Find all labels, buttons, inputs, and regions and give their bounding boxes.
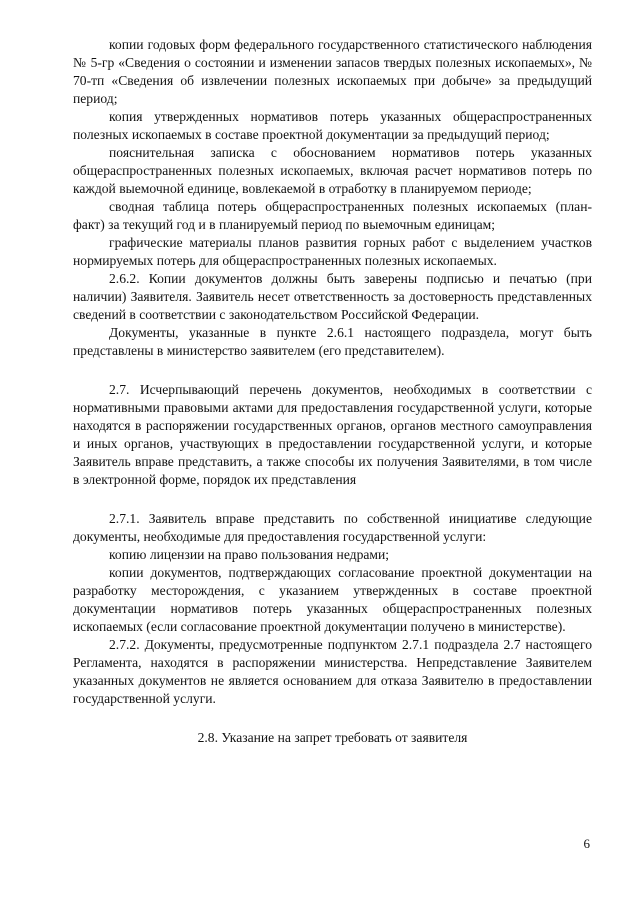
- paragraph-explanatory-note: пояснительная записка с обоснованием нормативов потерь указанных общераспространенных полезных ископаемых, включая расчет нормативов потерь по каждой выемочной единице, вовлекаемой в отработку в планируемом периоде;: [73, 145, 592, 196]
- paragraph-documents-submission: Документы, указанные в пункте 2.6.1 настоящего подраздела, могут быть представлены в министерство заявителем (его представителем).: [73, 325, 592, 358]
- paragraph-license-copy: копию лицензии на право пользования недрами;: [109, 547, 390, 562]
- paragraph-2-7-1: 2.7.1. Заявитель вправе представить по собственной инициативе следующие документы, необходимые для предоставления государственной услуги:: [73, 511, 592, 544]
- paragraph-losses-norms-copy: копия утвержденных нормативов потерь указанных общераспространенных полезных ископаемых в составе проектной документации за предыдущий период;: [73, 109, 592, 142]
- paragraph-approval-documents: копии документов, подтверждающих согласование проектной документации на разработку месторождения, с указанием утвержденных в составе проектной документации нормативов потерь указанных общераспространенных полезных ископаемых (если согласование проектной документации получено в министерстве).: [73, 565, 592, 634]
- document-body: [73, 36, 592, 747]
- section-heading-2-8: 2.8. Указание на запрет требовать от заявителя: [197, 730, 468, 745]
- paragraph-graphic-materials: графические материалы планов развития горных работ с выделением участков нормируемых потерь для общераспространенных полезных ископаемых.: [73, 235, 592, 268]
- page-number: 6: [583, 836, 590, 851]
- paragraph-2-7: 2.7. Исчерпывающий перечень документов, необходимых в соответствии с нормативными правовыми актами для предоставления государственной услуги, которые находятся в распоряжении государственных органов, органов местного самоуправления и иных органов, участвующих в предоставлении государственной услуги, и которые Заявитель вправе представить, а также способы их получения Заявителями, в том числе в электронной форме, порядок их представления: [73, 382, 592, 487]
- paragraph-2-7-2: 2.7.2. Документы, предусмотренные подпунктом 2.7.1 подраздела 2.7 настоящего Регламента, находятся в распоряжении министерства. Непредставление Заявителем указанных документов не является основанием для отказа Заявителю в предоставлении государственной услуги.: [73, 637, 592, 706]
- paragraph-forms-copies: копии годовых форм федерального государственного статистического наблюдения № 5-гр «Сведения о состоянии и изменении запасов твердых полезных ископаемых», № 70-тп «Сведения об извлечении полезных ископаемых при добыче» за предыдущий период;: [73, 37, 592, 106]
- paragraph-2-6-2: 2.6.2. Копии документов должны быть заверены подписью и печатью (при наличии) Заявителя. Заявитель несет ответственность за достоверность представленных сведений в соответствии с законодательством Российской Федерации.: [73, 271, 592, 322]
- paragraph-summary-table: сводная таблица потерь общераспространенных полезных ископаемых (план-факт) за текущий год и в планируемый период по выемочным единицам;: [73, 199, 592, 232]
